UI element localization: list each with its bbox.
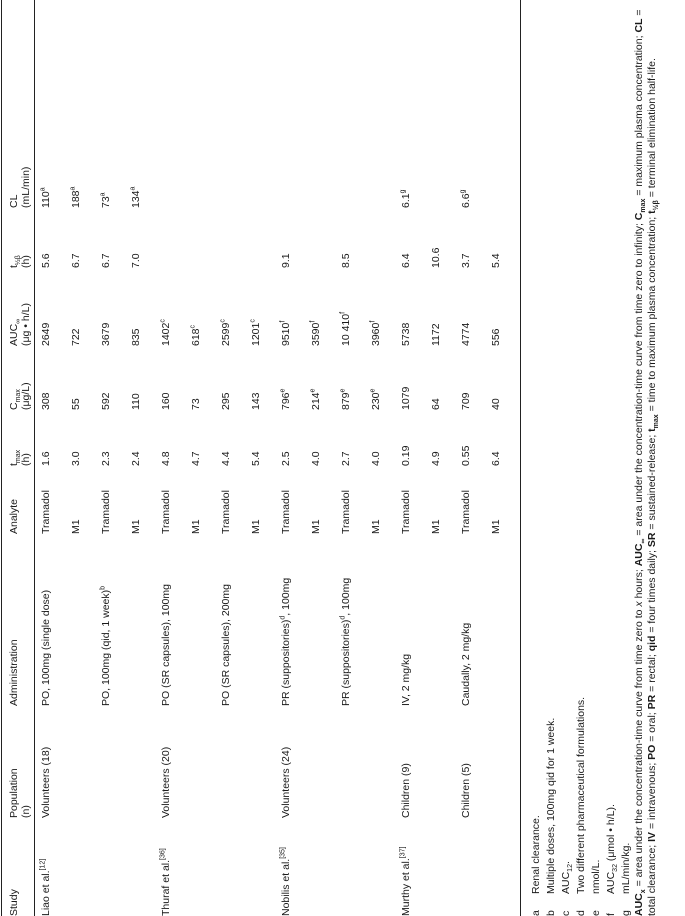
- cell-analyte: M1: [370, 519, 382, 534]
- cell-analyte: M1: [430, 519, 442, 534]
- header-cl: CL (mL/min): [8, 166, 32, 208]
- cell-thalf: 8.5: [340, 253, 352, 268]
- cell-tmax: 6.4: [490, 451, 502, 466]
- cell-auc: 556: [490, 328, 502, 346]
- cell-analyte: M1: [310, 519, 322, 534]
- cell-analyte: Tramadol: [280, 490, 292, 534]
- cell-thalf: 3.7: [460, 253, 472, 268]
- cell-cl: 134$^a$: [129, 186, 142, 208]
- cell-administration: PR (suppositories)$^d$, 100mg: [339, 577, 352, 706]
- footnote-e: enmol/L.: [590, 859, 602, 916]
- cell-cmax: 879e: [339, 388, 352, 410]
- footnote-b: bMultiple doses, 100mg qid for 1 week.: [545, 717, 557, 916]
- cell-cmax: 73: [190, 398, 202, 410]
- header-administration: Administration: [8, 639, 20, 706]
- cell-analyte: M1: [70, 519, 82, 534]
- cell-administration: IV, 2 mg/kg: [400, 653, 412, 706]
- cell-tmax: 4.7: [190, 451, 202, 466]
- cell-study: Liao et al.[12]: [39, 858, 52, 916]
- cell-auc: 10 410$^f$: [339, 311, 352, 346]
- cell-cmax: 64: [430, 398, 442, 410]
- cell-auc: 4774: [460, 322, 472, 346]
- cell-auc: 9510$^f$: [279, 320, 292, 346]
- footnote-f: fAUC$_{32}$ (μmol • h/L).: [605, 804, 620, 916]
- cell-administration: PO (SR capsules), 100mg: [160, 584, 172, 706]
- cell-tmax: 2.3: [100, 451, 112, 466]
- cell-study: Thuraf et al.[36]: [159, 848, 172, 916]
- cell-study: Nobilis et al.[35]: [279, 847, 292, 916]
- cell-auc: 1201$^c$: [249, 319, 262, 346]
- cell-analyte: Tramadol: [460, 490, 472, 534]
- cell-cmax: 143: [250, 392, 262, 410]
- cell-tmax: 4.0: [310, 451, 322, 466]
- cell-cmax: 160: [160, 392, 172, 410]
- footnote-a: aRenal clearance.: [530, 815, 542, 916]
- cell-analyte: M1: [490, 519, 502, 534]
- cell-study: Murthy et al.[37]: [399, 846, 412, 916]
- cell-tmax: 2.5: [280, 451, 292, 466]
- cell-administration: PO (SR capsules), 200mg: [220, 584, 232, 706]
- cell-cmax: 796e: [279, 388, 292, 410]
- cell-tmax: 4.0: [370, 451, 382, 466]
- footnote-g: gmL/min/kg.: [620, 842, 632, 916]
- header-auc: $AUC_\infty$ (μg • h/L): [8, 303, 32, 346]
- header-bottom-rule: [34, 0, 35, 916]
- cell-tmax: 0.19: [400, 445, 412, 466]
- cell-analyte: Tramadol: [400, 490, 412, 534]
- cell-tmax: 4.4: [220, 451, 232, 466]
- cell-tmax: 2.7: [340, 451, 352, 466]
- cell-cmax: 230e: [369, 388, 382, 410]
- header-thalf: $t_{\frac{1}{2}\beta}$ (h): [8, 255, 32, 268]
- cell-tmax: 3.0: [70, 451, 82, 466]
- cell-cmax: 295: [220, 392, 232, 410]
- cell-tmax: 4.9: [430, 451, 442, 466]
- table-bottom-rule: [520, 0, 521, 916]
- cell-population: Children (9): [400, 763, 412, 818]
- cell-thalf: 6.7: [100, 253, 112, 268]
- cell-cmax: 110: [130, 393, 142, 410]
- cell-thalf: 5.6: [40, 253, 52, 268]
- cell-thalf: 6.7: [70, 253, 82, 268]
- cell-auc: 2649: [40, 322, 52, 346]
- cell-cl: 6.6$^g$: [459, 189, 472, 208]
- cell-cmax: 55: [70, 398, 82, 410]
- cell-cmax: 709: [460, 392, 472, 410]
- header-analyte: Analyte: [8, 498, 20, 534]
- cell-analyte: M1: [250, 519, 262, 534]
- cell-tmax: 0.55: [460, 445, 472, 466]
- cell-auc: 2599$^c$: [219, 319, 232, 346]
- cell-thalf: 7.0: [130, 253, 142, 268]
- header-tmax: $t_{max}$ (h): [8, 449, 32, 466]
- cell-administration: PO, 100mg (single dose): [40, 589, 52, 706]
- cell-analyte: M1: [130, 519, 142, 534]
- cell-cmax: 308: [40, 392, 52, 410]
- cell-cl: 110$^a$: [39, 187, 52, 208]
- cell-tmax: 1.6: [40, 451, 52, 466]
- cell-auc: 3679: [100, 322, 112, 346]
- cell-population: Children (5): [460, 763, 472, 818]
- cell-auc: 1402$^c$: [159, 319, 172, 346]
- cell-administration: PO, 100mg (qid, 1 week)$^b$: [99, 585, 112, 706]
- footnote-d: dTwo different pharmaceutical formulations.: [575, 696, 587, 916]
- cell-analyte: Tramadol: [100, 490, 112, 534]
- cell-thalf: 6.4: [400, 253, 412, 268]
- cell-cl: 188$^a$: [69, 186, 82, 208]
- cell-cl: 6.1$^g$: [399, 189, 412, 208]
- cell-analyte: Tramadol: [220, 490, 232, 534]
- cell-cl: 73$^a$: [99, 192, 112, 208]
- cell-population: Volunteers (20): [160, 746, 172, 818]
- cell-cmax: 592: [100, 392, 112, 410]
- cell-cmax: 214e: [309, 388, 322, 410]
- cell-auc: 3960$^f$: [369, 320, 382, 346]
- cell-auc: 3590$^f$: [309, 320, 322, 346]
- cell-thalf: 5.4: [490, 253, 502, 268]
- cell-auc: 722: [70, 328, 82, 346]
- cell-thalf: 9.1: [280, 253, 292, 268]
- cell-population: Volunteers (18): [40, 746, 52, 818]
- cell-analyte: Tramadol: [340, 490, 352, 534]
- abbreviations-note: $AUC_x$ = area under the concentration-time curve from time zero to x hours; $AUC_\infty$ = area under the concentration-time curve from time zero to infinity; $C_{max}$ = maximum plasma concentration; CL = total clearance; IV = intravenous; PO = oral; PR = rectal; qid = four times daily; SR = sustained-release; $t_{max}$ = time to maximum plasma concentration; $t_{\frac{1}{2}\beta}$ = terminal elimination half-life.: [633, 9, 661, 916]
- cell-analyte: Tramadol: [40, 490, 52, 534]
- footnote-c: cAUC$_{12}$.: [560, 861, 575, 916]
- cell-cmax: 40: [490, 398, 502, 410]
- cell-administration: PR (suppositories)$^d$, 100mg: [279, 577, 292, 706]
- header-cmax: $C_{max}$ (μg/L): [8, 382, 32, 410]
- cell-administration: Caudally, 2 mg/kg: [460, 622, 472, 706]
- cell-analyte: M1: [190, 519, 202, 534]
- cell-tmax: 2.4: [130, 451, 142, 466]
- cell-auc: 1172: [430, 323, 442, 346]
- cell-auc: 835: [130, 328, 142, 346]
- cell-tmax: 5.4: [250, 451, 262, 466]
- table-top-rule: [1, 0, 2, 916]
- cell-population: Volunteers (24): [280, 746, 292, 818]
- cell-auc: 5738: [400, 322, 412, 346]
- cell-cmax: 1079: [400, 386, 412, 410]
- cell-auc: 618$^c$: [189, 324, 202, 346]
- header-population: Population (n): [8, 768, 32, 818]
- cell-tmax: 4.8: [160, 451, 172, 466]
- header-study: Study: [8, 889, 20, 916]
- cell-thalf: 10.6: [430, 247, 442, 268]
- cell-analyte: Tramadol: [160, 490, 172, 534]
